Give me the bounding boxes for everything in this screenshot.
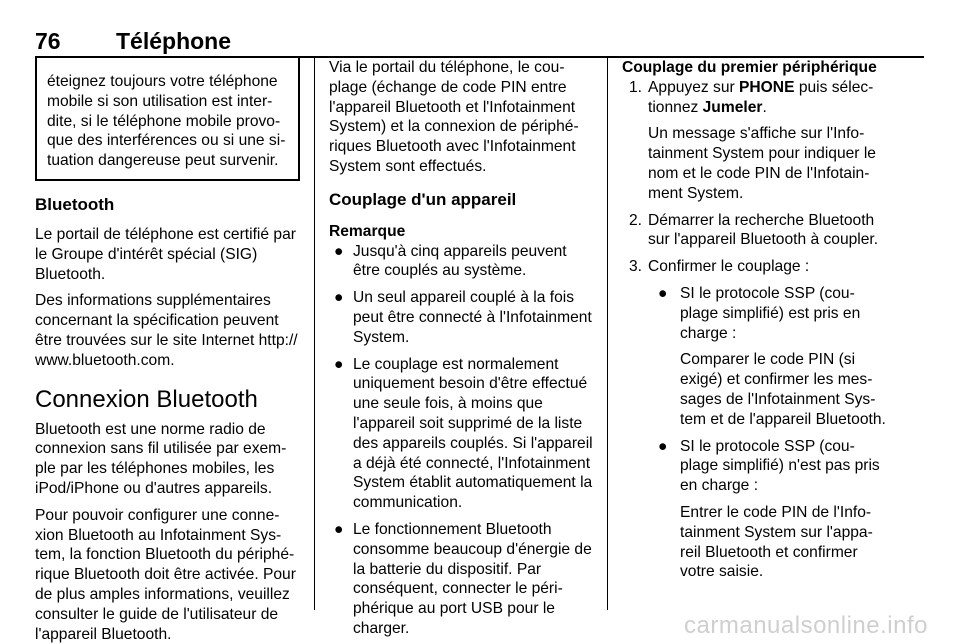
bluetooth-paragraph-1: Le portail de téléphone est certifié par le Groupe d'intérêt spécial (SIG) Bluetooth. bbox=[35, 225, 296, 283]
list-item: ● Le fonctionnement Bluetooth consomme beaucoup d'énergie de la batterie du dispositif. Par conséquent, connecter le périphérique au port USB pour le charger. bbox=[334, 520, 592, 637]
portal-paragraph: Via le portail du téléphone, le couplage (échange de code PIN entre l'appareil Bluetooth et l'Infotainment System) et la connexion de périphériques Bluetooth avec l'Infotainment System sont effectués. bbox=[329, 59, 579, 175]
ssp-unsupported-detail: Entrer le code PIN de l'Infotainment System sur l'appareil Bluetooth et confirmer votre saisie. bbox=[680, 503, 873, 581]
jumeler-option-label: Jumeler bbox=[702, 98, 763, 116]
column-divider-1 bbox=[314, 58, 315, 610]
bluetooth-paragraph-2: Des informations supplémentaires concernant la spécification peuvent être trouvées sur le site Internet http:// www.bluetooth.com. bbox=[35, 292, 298, 369]
column-right bbox=[622, 58, 887, 642]
connexion-paragraph-1: Bluetooth est une norme radio de connexion sans fil utilisée par exemple par les téléphones mobiles, les iPod/iPhone ou d'autres appareils. bbox=[35, 420, 287, 497]
bullet-icon: ● bbox=[658, 284, 668, 302]
bullet-icon: ● bbox=[334, 355, 344, 373]
first-device-heading: Couplage du premier périphérique bbox=[622, 59, 877, 76]
step-3: 3. Confirmer le couplage : bbox=[628, 258, 810, 276]
list-item: ● Jusqu'à cinq appareils peuvent être couplés au système. bbox=[334, 242, 567, 280]
ssp-supported-detail: Comparer le code PIN (si exigé) et confirmer les messages de l'Infotainment System et de l'appareil Bluetooth. bbox=[680, 351, 886, 428]
phone-key-label: PHONE bbox=[739, 78, 795, 96]
step-1: 1. Appuyez sur PHONE puis sélectionnez Jumeler. bbox=[628, 78, 874, 116]
connexion-heading: Connexion Bluetooth bbox=[35, 385, 258, 413]
column-divider-2 bbox=[607, 58, 608, 610]
list-item: ● SI le protocole SSP (couplage simplifié) n'est pas pris en charge : bbox=[658, 437, 880, 495]
page-title: Téléphone bbox=[116, 28, 232, 54]
step-2: 2. Démarrer la recherche Bluetooth sur l'appareil Bluetooth à coupler. bbox=[628, 211, 879, 249]
list-item: ● Le couplage est normalement uniquement besoin d'être effectué une seule fois, à moins que l'appareil soit supprimé de la liste des appareils couplés. Si l'appareil a déjà été connecté, l'Infotainment System établit automatiquement la communication. bbox=[334, 355, 593, 512]
remark-label: Remarque bbox=[329, 222, 406, 240]
connexion-paragraph-2: Pour pouvoir configurer une connexion Bluetooth au Infotainment System, la fonction Bluetooth du périphérique Bluetooth doit être activée. Pour de plus amples informations, veuillez consulter le guide de l'utilisateur de l'appareil Bluetooth. bbox=[35, 506, 296, 643]
bluetooth-heading: Bluetooth bbox=[35, 194, 115, 214]
watermark: carmanualsonline.info bbox=[684, 612, 928, 639]
step-1-detail: Un message s'affiche sur l'Infotainment System pour indiquer le nom et le code PIN de l'Infotainment System. bbox=[648, 125, 876, 202]
bullet-icon: ● bbox=[334, 242, 344, 260]
page-number: 76 bbox=[35, 28, 61, 54]
bullet-icon: ● bbox=[334, 520, 344, 538]
pairing-heading: Couplage d'un appareil bbox=[329, 189, 517, 209]
column-left bbox=[35, 58, 300, 642]
list-item: ● SI le protocole SSP (couplage simplifié) est pris en charge : bbox=[658, 284, 861, 342]
column-middle bbox=[329, 58, 594, 642]
bullet-icon: ● bbox=[334, 289, 344, 307]
bullet-icon: ● bbox=[658, 437, 668, 455]
list-item: ● Un seul appareil couplé à la fois peut être connecté à l'Infotainment System. bbox=[334, 289, 592, 346]
warning-box: éteignez toujours votre téléphone mobile si son utilisation est interdite, si le téléphone mobile provoque des interférences ou si une situation dangereuse peut survenir. bbox=[35, 58, 300, 181]
page-header bbox=[0, 0, 960, 56]
